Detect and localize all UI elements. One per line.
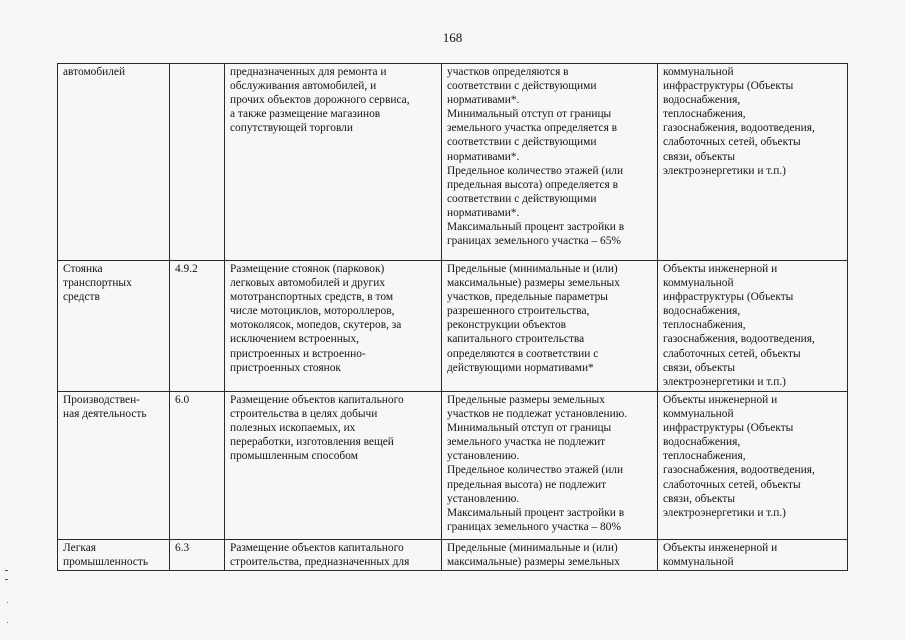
cell-text-line: 4.9.2 — [175, 263, 198, 275]
cell-text-line: пристроенных и встроенно- — [230, 347, 366, 360]
cell-text-line: транспортных — [63, 277, 132, 290]
use-name-cell — [58, 392, 170, 540]
cell-text-line: земельного участка не подлежит — [447, 436, 606, 449]
cell-text-line: максимальные) размеры земельных — [447, 277, 620, 290]
cell-text-line: инфраструктуры (Объекты — [663, 291, 794, 304]
cell-text-line: Объекты инженерной и — [663, 263, 778, 275]
cell-text-line: обслуживания автомобилей, и — [230, 80, 377, 93]
table-row — [58, 64, 848, 261]
cell-text-line: пристроенных стоянок — [230, 361, 341, 374]
cell-text-line: инфраструктуры (Объекты — [663, 80, 794, 93]
infrastructure-cell — [658, 392, 848, 540]
cell-text-line: промышленность — [63, 556, 149, 569]
cell-text-line: легковых автомобилей и других — [230, 277, 386, 290]
cell-text-line: Размещение объектов капитального — [230, 542, 404, 554]
use-code-cell — [170, 261, 225, 392]
cell-text-line: теплоснабжения, — [663, 450, 746, 463]
cell-text-line: связи, объекты — [663, 150, 735, 163]
scan-edge-dot — [7, 602, 8, 603]
cell-text-line: коммунальной — [663, 408, 734, 421]
cell-text-line: газоснабжения, водоотведения, — [663, 122, 815, 135]
cell-text-line: газоснабжения, водоотведения, — [663, 464, 815, 477]
cell-text-line: прочих объектов дорожного сервиса, — [230, 94, 410, 107]
cell-text-line: реконструкции объектов — [447, 319, 567, 332]
use-description-cell — [225, 540, 442, 571]
cell-text-line: предельная высота) определяется в — [447, 178, 618, 191]
cell-text-line: строительства в целях добычи — [230, 408, 378, 421]
cell-text-line: 6.3 — [175, 542, 190, 554]
cell-text-line: Объекты инженерной и — [663, 394, 778, 406]
cell-text-line: разрешенного строительства, — [447, 305, 590, 318]
cell-text-line: мотоколясок, мопедов, скутеров, за — [230, 319, 402, 332]
cell-text-line: нормативами*. — [447, 150, 520, 163]
table-row — [58, 540, 848, 571]
use-code-cell — [170, 540, 225, 571]
cell-text-line: полезных ископаемых, их — [230, 422, 356, 435]
cell-text-line: Предельные (минимальные и (или) — [447, 263, 618, 275]
cell-text-line: слаботочных сетей, объекты — [663, 136, 801, 149]
table-body — [58, 64, 848, 571]
cell-text-line: Предельное количество этажей (или — [447, 464, 624, 477]
infrastructure-cell — [658, 261, 848, 392]
building-parameters-cell — [442, 540, 658, 571]
cell-text-line: капитального строительства — [447, 333, 585, 346]
use-name-cell — [58, 64, 170, 261]
cell-text-line: участков определяются в — [447, 66, 569, 78]
cell-text-line: электроэнергетики и т.п.) — [663, 375, 786, 388]
cell-text-line: слаботочных сетей, объекты — [663, 478, 801, 491]
cell-text-line: Легкая — [63, 542, 97, 554]
cell-text-line: коммунальной — [663, 66, 734, 78]
cell-text-line: связи, объекты — [663, 492, 735, 505]
use-description-cell — [225, 64, 442, 261]
cell-text-line: нормативами*. — [447, 94, 520, 107]
cell-text-line: Производствен- — [63, 394, 140, 406]
building-parameters-cell — [442, 64, 658, 261]
use-code-cell — [170, 392, 225, 540]
cell-text-line: исключением встроенных, — [230, 333, 359, 346]
land-use-table — [57, 63, 848, 571]
cell-text-line: теплоснабжения, — [663, 319, 746, 332]
cell-text-line: максимальные) размеры земельных — [447, 556, 620, 569]
cell-text-line: соответствии с действующими — [447, 192, 597, 205]
cell-text-line: числе мотоциклов, мотороллеров, — [230, 305, 395, 318]
cell-text-line: участков не подлежат установлению. — [447, 408, 628, 421]
cell-text-line: границах земельного участка – 65% — [447, 235, 621, 248]
cell-text-line: электроэнергетики и т.п.) — [663, 506, 786, 519]
cell-text-line: ная деятельность — [63, 408, 147, 421]
cell-text-line: Максимальный процент застройки в — [447, 221, 625, 234]
cell-text-line: теплоснабжения, — [663, 108, 746, 121]
scan-edge-dot — [7, 622, 8, 623]
cell-text-line: связи, объекты — [663, 361, 735, 374]
infrastructure-cell — [658, 64, 848, 261]
cell-text-line: средств — [63, 291, 100, 304]
page-number: 168 — [442, 30, 463, 45]
use-code-cell — [170, 64, 225, 261]
cell-text-line: промышленным способом — [230, 450, 358, 463]
cell-text-line: коммунальной — [663, 277, 734, 290]
cell-text-line: соответствии с действующими — [447, 136, 597, 149]
cell-text-line: Предельные (минимальные и (или) — [447, 542, 618, 554]
cell-text-line: соответствии с действующими — [447, 80, 597, 93]
table-row — [58, 392, 848, 540]
cell-text-line: а также размещение магазинов — [230, 108, 381, 121]
cell-text-line: Размещение объектов капитального — [230, 394, 404, 406]
cell-text-line: Объекты инженерной и — [663, 542, 778, 554]
cell-text-line: установлению. — [447, 450, 520, 463]
infrastructure-cell — [658, 540, 848, 571]
cell-text-line: установлению. — [447, 492, 520, 505]
cell-text-line: инфраструктуры (Объекты — [663, 422, 794, 435]
cell-text-line: электроэнергетики и т.п.) — [663, 164, 786, 177]
cell-text-line: Предельное количество этажей (или — [447, 164, 624, 177]
cell-text-line: нормативами*. — [447, 206, 520, 219]
cell-text-line: Максимальный процент застройки в — [447, 506, 625, 519]
cell-text-line: определяются в соответствии с — [447, 347, 599, 360]
table-row — [58, 261, 848, 392]
cell-text-line: водоснабжения, — [663, 305, 741, 318]
cell-text-line: предназначенных для ремонта и — [230, 66, 387, 78]
use-description-cell — [225, 392, 442, 540]
use-description-cell — [225, 261, 442, 392]
cell-text-line: Минимальный отступ от границы — [447, 108, 612, 121]
cell-text-line: Предельные размеры земельных — [447, 394, 605, 406]
cell-text-line: мототранспортных средств, в том — [230, 291, 394, 304]
scan-edge-mark — [5, 570, 8, 580]
cell-text-line: участков, предельные параметры — [447, 291, 608, 304]
cell-text-line: действующими нормативами* — [447, 361, 594, 374]
cell-text-line: Минимальный отступ от границы — [447, 422, 612, 435]
cell-text-line: водоснабжения, — [663, 436, 741, 449]
cell-text-line: сопутствующей торговли — [230, 122, 353, 135]
cell-text-line: Стоянка — [63, 263, 103, 275]
cell-text-line: предельная высота) не подлежит — [447, 478, 607, 491]
cell-text-line: границах земельного участка – 80% — [447, 520, 621, 533]
use-name-cell — [58, 540, 170, 571]
cell-text-line: Размещение стоянок (парковок) — [230, 263, 385, 275]
building-parameters-cell — [442, 261, 658, 392]
building-parameters-cell — [442, 392, 658, 540]
cell-text-line: земельного участка определяется в — [447, 122, 618, 135]
use-name-cell — [58, 261, 170, 392]
cell-text-line: строительства, предназначенных для — [230, 556, 410, 569]
cell-text-line: газоснабжения, водоотведения, — [663, 333, 815, 346]
cell-text-line: переработки, изготовления вещей — [230, 436, 394, 449]
cell-text-line: слаботочных сетей, объекты — [663, 347, 801, 360]
cell-text-line: автомобилей — [63, 66, 126, 78]
cell-text-line: водоснабжения, — [663, 94, 741, 107]
cell-text-line: коммунальной — [663, 556, 734, 569]
cell-text-line: 6.0 — [175, 394, 190, 406]
